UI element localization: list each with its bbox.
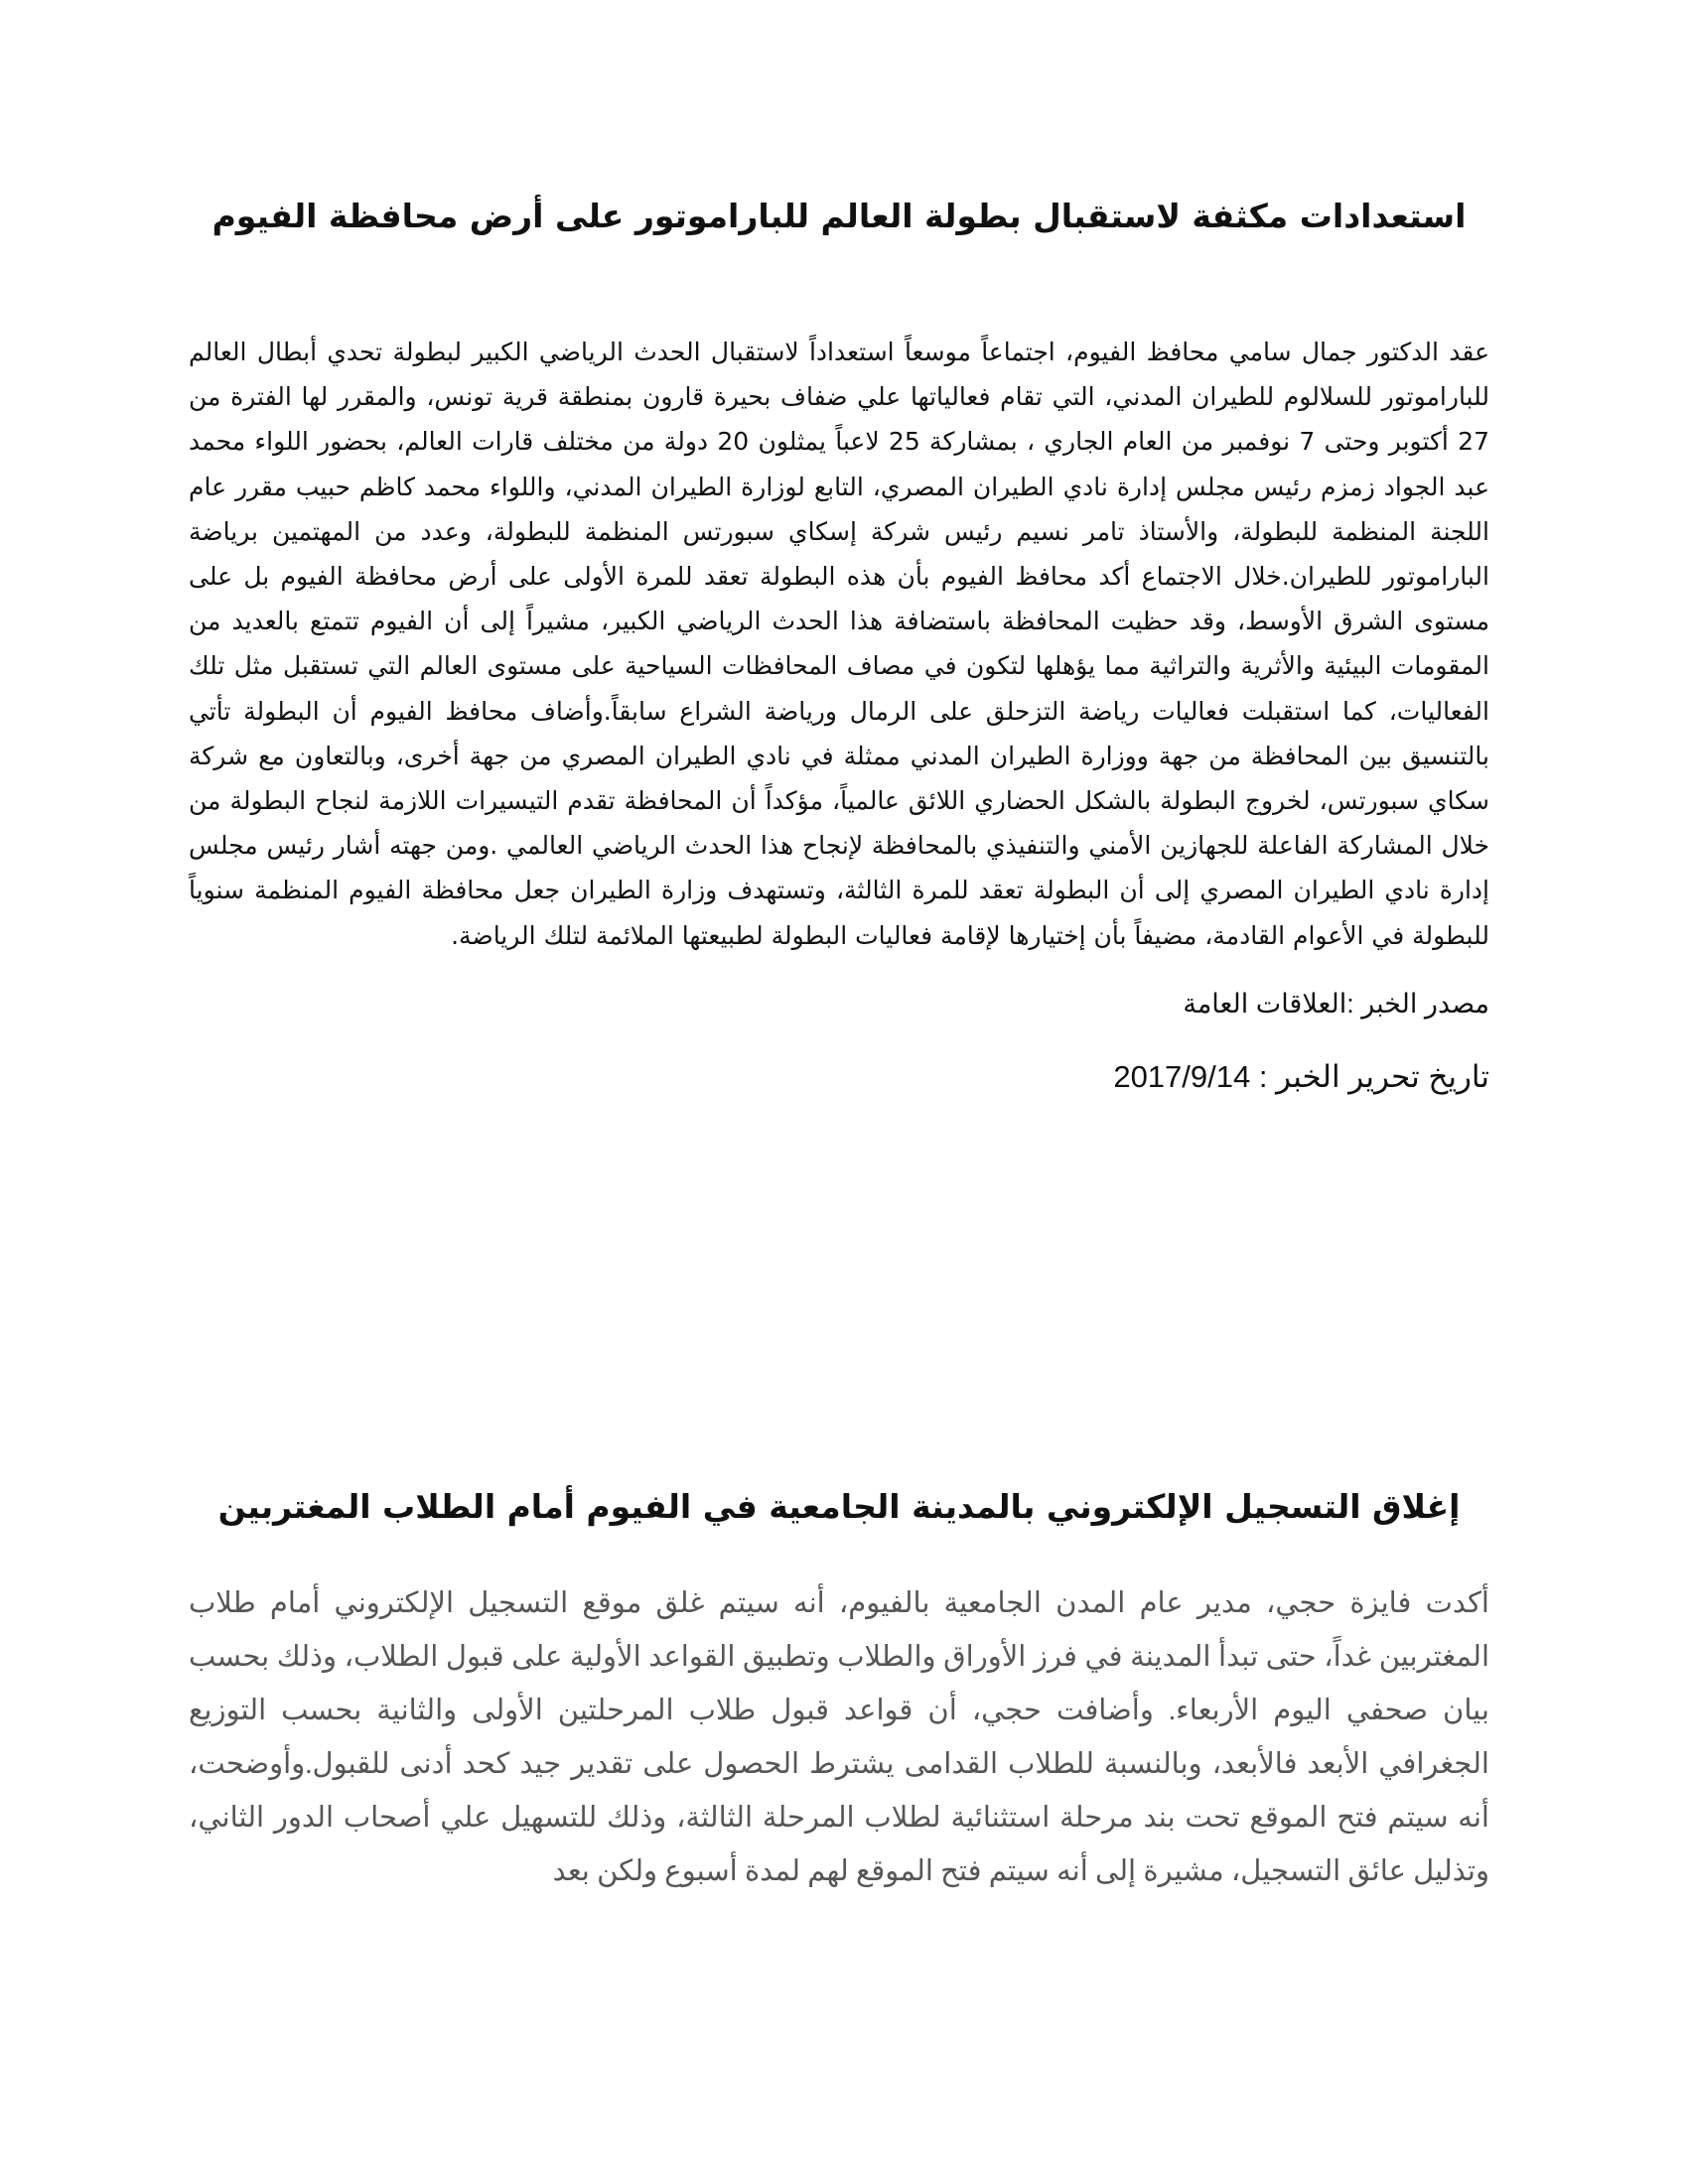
article-body: عقد الدكتور جمال سامي محافظ الفيوم، اجتماعاً موسعاً استعداداً لاستقبال الحدث الرياضي الكبير لبطولة تحدي أبطال العالم للباراموتور للسلالوم للطيران المدني، التي تقام فعالياتها علي ضفاف بحيرة قارون بمنطقة قرية تونس، والمقرر لها الفترة من 27 أكتوبر وحتى 7 نوفمبر من العام الجاري ، بمشاركة 25 لاعباً يمثلون 20 دولة من مختلف قارات العالم، بحضور اللواء محمد عبد الجواد زمزم رئيس مجلس إدارة نادي الطيران المصري، التابع لوزارة الطيران المدني، واللواء محمد كاظم حبيب مقرر عام اللجنة المنظمة للبطولة، والأستاذ تامر نسيم رئيس شركة إسكاي سبورتس المنظمة للبطولة، وعدد من المهتمين برياضة الباراموتور للطيران.خلال الاجتماع أكد محافظ الفيوم بأن هذه البطولة تعقد للمرة الأولى على أرض محافظة الفيوم بل على مستوى الشرق الأوسط، وقد حظيت المحافظة باستضافة هذا الحدث الرياضي الكبير، مشيراً إلى أن الفيوم تتمتع بالعديد من المقومات البيئية والأثرية والتراثية مما يؤهلها لتكون في مصاف المحافظات السياحية على مستوى العالم التي تستقبل مثل تلك الفعاليات، كما استقبلت فعاليات رياضة التزحلق على الرمال ورياضة الشراع سابقاً.وأضاف محافظ الفيوم أن البطولة تأتي بالتنسيق بين المحافظة من جهة ووزارة الطيران المدني ممثلة في نادي الطيران المصري من جهة أخرى، وبالتعاون مع شركة سكاي سبورتس، لخروج البطولة بالشكل الحضاري اللائق عالمياً، مؤكداً أن المحافظة تقدم التيسيرات اللازمة لنجاح البطولة من خلال المشاركة الفاعلة للجهازين الأمني والتنفيذي بالمحافظة لإنجاح هذا الحدث الرياضي العالمي .ومن جهته أشار رئيس مجلس إدارة نادي الطيران المصري إلى أن البطولة تعقد للمرة الثالثة، وتستهدف وزارة الطيران جعل محافظة الفيوم المنظمة سنوياً للبطولة في الأعوام القادمة، مضيفاً بأن إختيارها لإقامة فعاليات البطولة لطبيعتها الملائمة لتلك الرياضة. bbox=[189, 338, 1489, 950]
news-date: تاريخ تحرير الخبر : 2017/9/14 bbox=[1113, 1058, 1489, 1094]
news-article bbox=[189, 1477, 1489, 1898]
news-source: مصدر الخبر :العلاقات العامة bbox=[1183, 988, 1489, 1019]
article-headline: استعدادات مكثفة لاستقبال بطولة العالم للباراموتور على أرض محافظة الفيوم bbox=[211, 197, 1467, 235]
article-body: أكدت فايزة حجي، مدير عام المدن الجامعية بالفيوم، أنه سيتم غلق موقع التسجيل الإلكتروني أمام طلاب المغتربين غداً، حتى تبدأ المدينة في فرز الأوراق والطلاب وتطبيق القواعد الأولية على قبول الطلاب، وذلك بحسب بيان صحفي اليوم الأربعاء. وأضافت حجي، أن قواعد قبول طلاب المرحلتين الأولى والثانية بحسب التوزيع الجغرافي الأبعد فالأبعد، وبالنسبة للطلاب القدامى يشترط الحصول على تقدير جيد كحد أدنى للقبول.وأوضحت، أنه سيتم فتح الموقع تحت بند مرحلة استثنائية لطلاب المرحلة الثالثة، وذلك للتسهيل علي أصحاب الدور الثاني، وتذليل عائق التسجيل، مشيرة إلى أنه سيتم فتح الموقع لهم لمدة أسبوع ولكن بعد bbox=[189, 1587, 1489, 1887]
article-headline: إغلاق التسجيل الإلكتروني بالمدينة الجامعية في الفيوم أمام الطلاب المغتربين bbox=[217, 1487, 1461, 1526]
news-article bbox=[189, 187, 1489, 1099]
